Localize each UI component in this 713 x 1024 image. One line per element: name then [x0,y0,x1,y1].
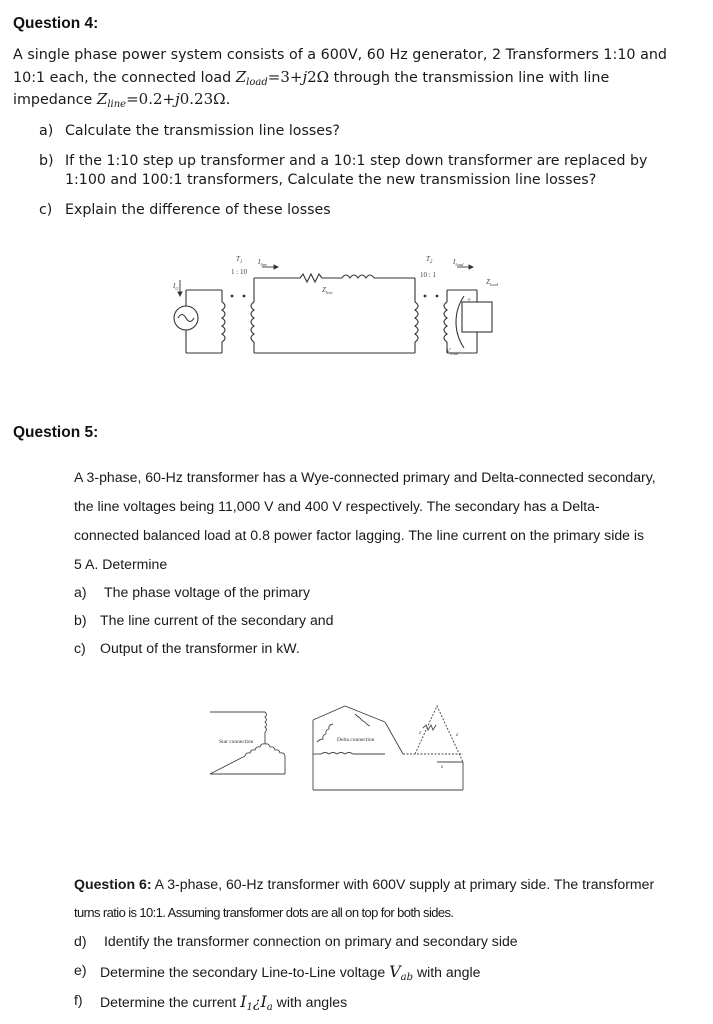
q5-item-b-text: The line current of the secondary and [100,612,334,628]
z-line-j: j [175,90,180,108]
question-4-intro-line-3 [13,88,230,116]
star-wire [210,756,245,774]
t1-label: $T_1$ [236,255,243,265]
load-impedance [423,725,436,730]
q5-item-c-text: Output of the transformer in kW. [100,640,300,656]
delta-wire [313,706,385,722]
q6-item-e-label: e) [74,962,87,978]
q5-text-line-2: the line voltages being 11,000 V and 400 V respectively. The secondary has a Delta- [74,498,600,514]
t2-primary-coil [415,302,418,342]
q5-item-a-text: The phase voltage of the primary [104,584,311,600]
q5-item-a-label: a) [74,584,87,600]
load-z-label-1: z [419,730,422,736]
i-g-label: $I_G$ [173,282,179,291]
t1-ratio-label: 1 : 10 [231,268,247,276]
t2-secondary-coil [444,302,447,342]
polarity-dot [243,295,246,298]
z-line-inductor [342,275,374,278]
q5-item-c-label: c) [74,640,86,656]
z-load-subscript: load [246,77,268,88]
star-connection-label: Star connection [219,739,254,745]
q5-text-line-1: A 3-phase, 60-Hz transformer has a Wye-connected primary and Delta-connected secondary, [74,469,656,485]
polarity-dot [231,295,234,298]
question-4-intro-line-1: A single phase power system consists of a 600V, 60 Hz generator, 2 Transformers 1:10 and [13,47,667,63]
delta-coil [317,724,333,742]
ia-subscript: a [266,1002,273,1013]
t1-secondary-coil [251,302,254,342]
q4-item-b-text-continued: 1:100 and 100:1 transformers, Calculate the new transmission line losses? [65,172,597,188]
q4-item-b-label: b) [39,153,54,169]
i1-subscript: 1 [246,1002,253,1013]
sine-icon [178,315,194,322]
delta-coil [321,753,353,755]
z-line-equals: =0.2+ [126,90,176,108]
question-6-intro-line-2: turns ratio is 10:1. Assuming transformer dots are all on top for both sides. [74,905,454,920]
q4-item-a-label: a) [39,123,54,139]
load-z-label-2: z [456,732,459,738]
q6-item-d-label: d) [74,933,87,949]
q4-item-b-text: If the 1:10 step up transformer and a 10:1 step down transformer are replaced by [65,153,648,169]
question-6-heading-line [74,876,654,892]
intro-text: through the transmission line with line [329,70,610,86]
v-ab-symbol: V [389,962,401,981]
q5-text-line-3: connected balanced load at 0.8 power factor lagging. The line current on the primary side is [74,527,645,543]
arrow-head-icon [274,265,278,269]
q4-item-c-text: Explain the difference of these losses [65,202,331,218]
z-load-value: 2Ω [307,68,330,86]
intro-text: 10:1 each, the connected load [13,70,236,86]
q4-item-a-text: Calculate the transmission line losses? [65,123,340,139]
q6-item-e-text-after: with angle [413,964,481,980]
star-coil [245,744,265,756]
arrow-head-icon [469,265,473,269]
t1-primary-coil [222,302,225,342]
ia-symbol: I [260,992,267,1011]
z-load-equals: =3+ [267,68,303,86]
question-6-intro: A 3-phase, 60-Hz transformer with 600V supply at primary side. The transformer [151,876,655,892]
t2-label: $T_2$ [426,255,433,265]
load-z-label-3: z [441,764,444,770]
q6-item-d-text: Identify the transformer connection on primary and secondary side [104,933,518,949]
question-4-title: Question 4: [13,15,99,32]
star-coil [265,712,267,732]
q6-item-f-text-after: with angles [272,994,348,1010]
v-load-label: $V_{load}$ [446,347,459,356]
t2-ratio-label: 10 : 1 [420,271,436,279]
q6-item-e-text [100,962,480,983]
v-ab-subscript: ab [400,972,414,983]
wye-delta-diagram [205,702,470,794]
polarity-dot [424,295,427,298]
load-box [462,302,492,332]
z-line-resistor [300,274,322,282]
delta-coil [355,714,370,726]
delta-connection-label: Delta connection [337,737,375,743]
inverted-question-mark: ¿ [252,995,261,1011]
arrow-head-icon [178,292,182,296]
z-load-j: j [302,68,308,86]
star-coil [265,744,285,756]
i-line-label: $I_{line}$ [258,258,268,267]
i-load-label: $I_{load}$ [453,258,464,267]
z-line-label: $Z_{line}$ [322,286,333,295]
z-line-subscript: line [107,99,127,110]
z-line-symbol: Z [96,90,108,108]
z-load-label: $Z_{load}$ [486,278,498,287]
q6-item-f-text [100,992,347,1013]
v-load-brace [456,296,464,348]
q4-item-c-label: c) [39,202,53,218]
q5-item-b-label: b) [74,612,87,628]
polarity-dot [436,295,439,298]
q6-item-f-text-before: Determine the current [100,994,241,1010]
z-load-symbol: Z [235,68,247,86]
z-line-value: 0.23Ω. [179,90,231,108]
question-5-title: Question 5: [13,424,99,441]
intro-text: impedance [13,92,97,108]
plus-sign: + [467,296,471,304]
question-6-title: Question 6: [74,876,152,892]
q6-item-e-text-before: Determine the secondary Line-to-Line voltage [100,964,390,980]
q6-item-f-label: f) [74,992,83,1008]
single-phase-circuit-diagram [170,250,510,365]
delta-wire [385,722,403,754]
q5-text-line-4: 5 A. Determine [74,556,168,572]
i1-symbol: I [240,992,247,1011]
